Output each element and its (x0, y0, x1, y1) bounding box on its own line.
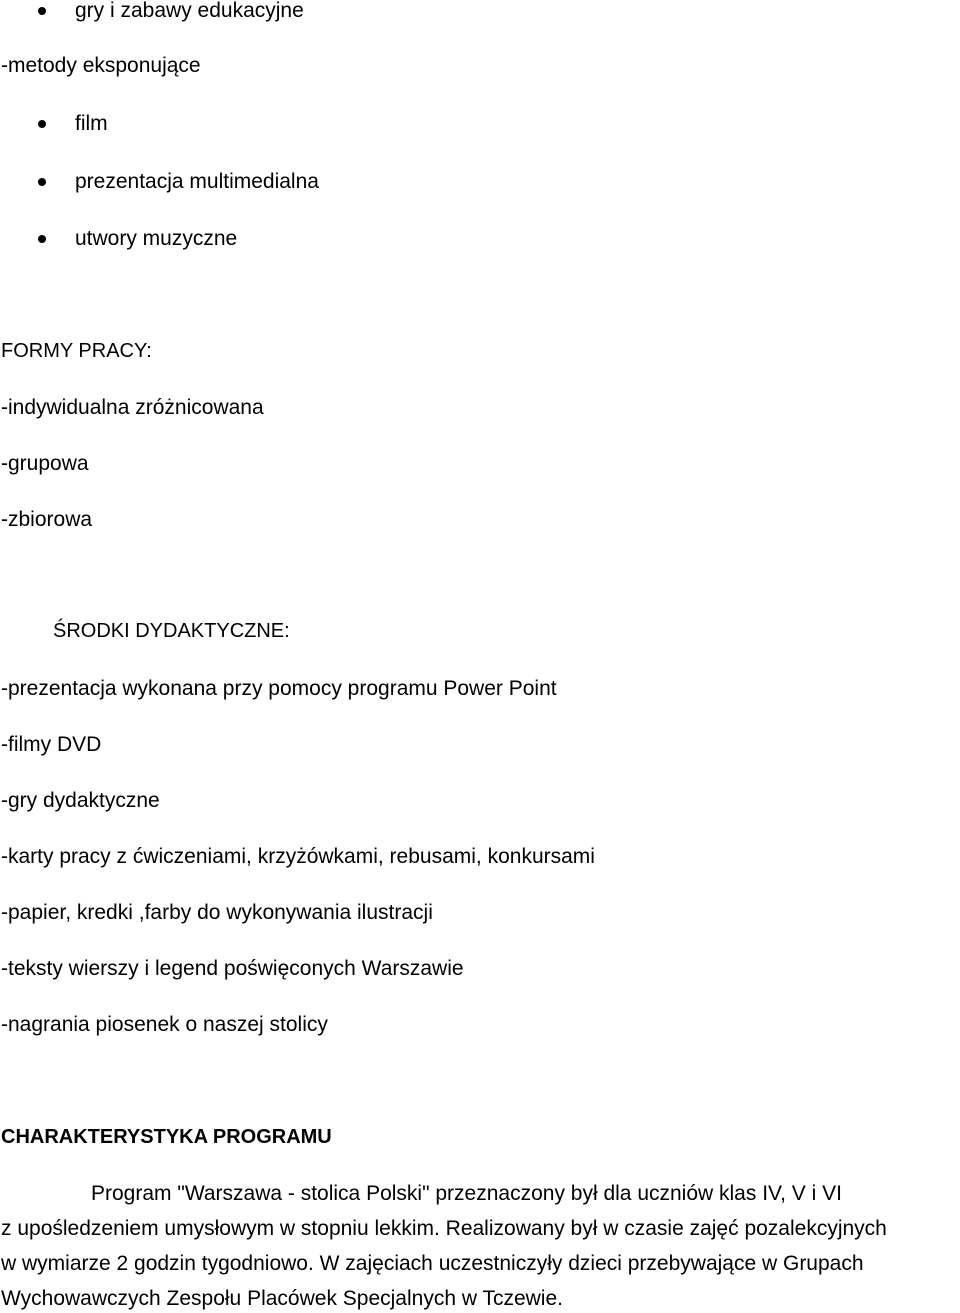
means-item: -teksty wierszy i legend poświęconych Warszawie (1, 957, 464, 980)
forms-item: -indywidualna zróżnicowana (1, 396, 264, 419)
list-item-label: utwory muzyczne (75, 227, 238, 250)
paragraph-line: Wychowawczych Zespołu Placówek Specjalnych w Tczewie. (1, 1287, 563, 1310)
means-item: -karty pracy z ćwiczeniami, krzyżówkami, rebusami, konkursami (1, 845, 595, 868)
bullet-icon (38, 235, 46, 243)
paragraph-line: w wymiarze 2 godzin tygodniowo. W zajęciach uczestniczyły dzieci przebywające w Grupach (1, 1252, 864, 1275)
paragraph-line: Program "Warszawa - stolica Polski" przeznaczony był dla uczniów klas IV, V i VI (91, 1182, 842, 1205)
forms-item: -zbiorowa (1, 508, 93, 531)
forms-heading: FORMY PRACY: (1, 340, 152, 362)
means-item: -nagrania piosenek o naszej stolicy (1, 1013, 328, 1036)
list-item-label: prezentacja multimedialna (75, 170, 319, 193)
means-item: -prezentacja wykonana przy pomocy programu Power Point (1, 677, 557, 700)
means-item: -papier, kredki ,farby do wykonywania ilustracji (1, 901, 433, 924)
means-item: -filmy DVD (1, 733, 102, 756)
list-item-label: gry i zabawy edukacyjne (75, 0, 304, 22)
paragraph-line: z upośledzeniem umysłowym w stopniu lekkim. Realizowany był w czasie zajęć pozalekcyjnych (1, 1217, 887, 1240)
list-item-label: film (75, 112, 108, 135)
bullet-icon (38, 120, 46, 128)
methods-label: -metody eksponujące (1, 54, 201, 77)
forms-item: -grupowa (1, 452, 89, 475)
means-heading: ŚRODKI DYDAKTYCZNE: (53, 620, 290, 642)
bullet-icon (38, 178, 46, 186)
bullet-icon (38, 7, 46, 15)
characteristics-heading: CHARAKTERYSTYKA PROGRAMU (1, 1126, 332, 1148)
means-item: -gry dydaktyczne (1, 789, 160, 812)
